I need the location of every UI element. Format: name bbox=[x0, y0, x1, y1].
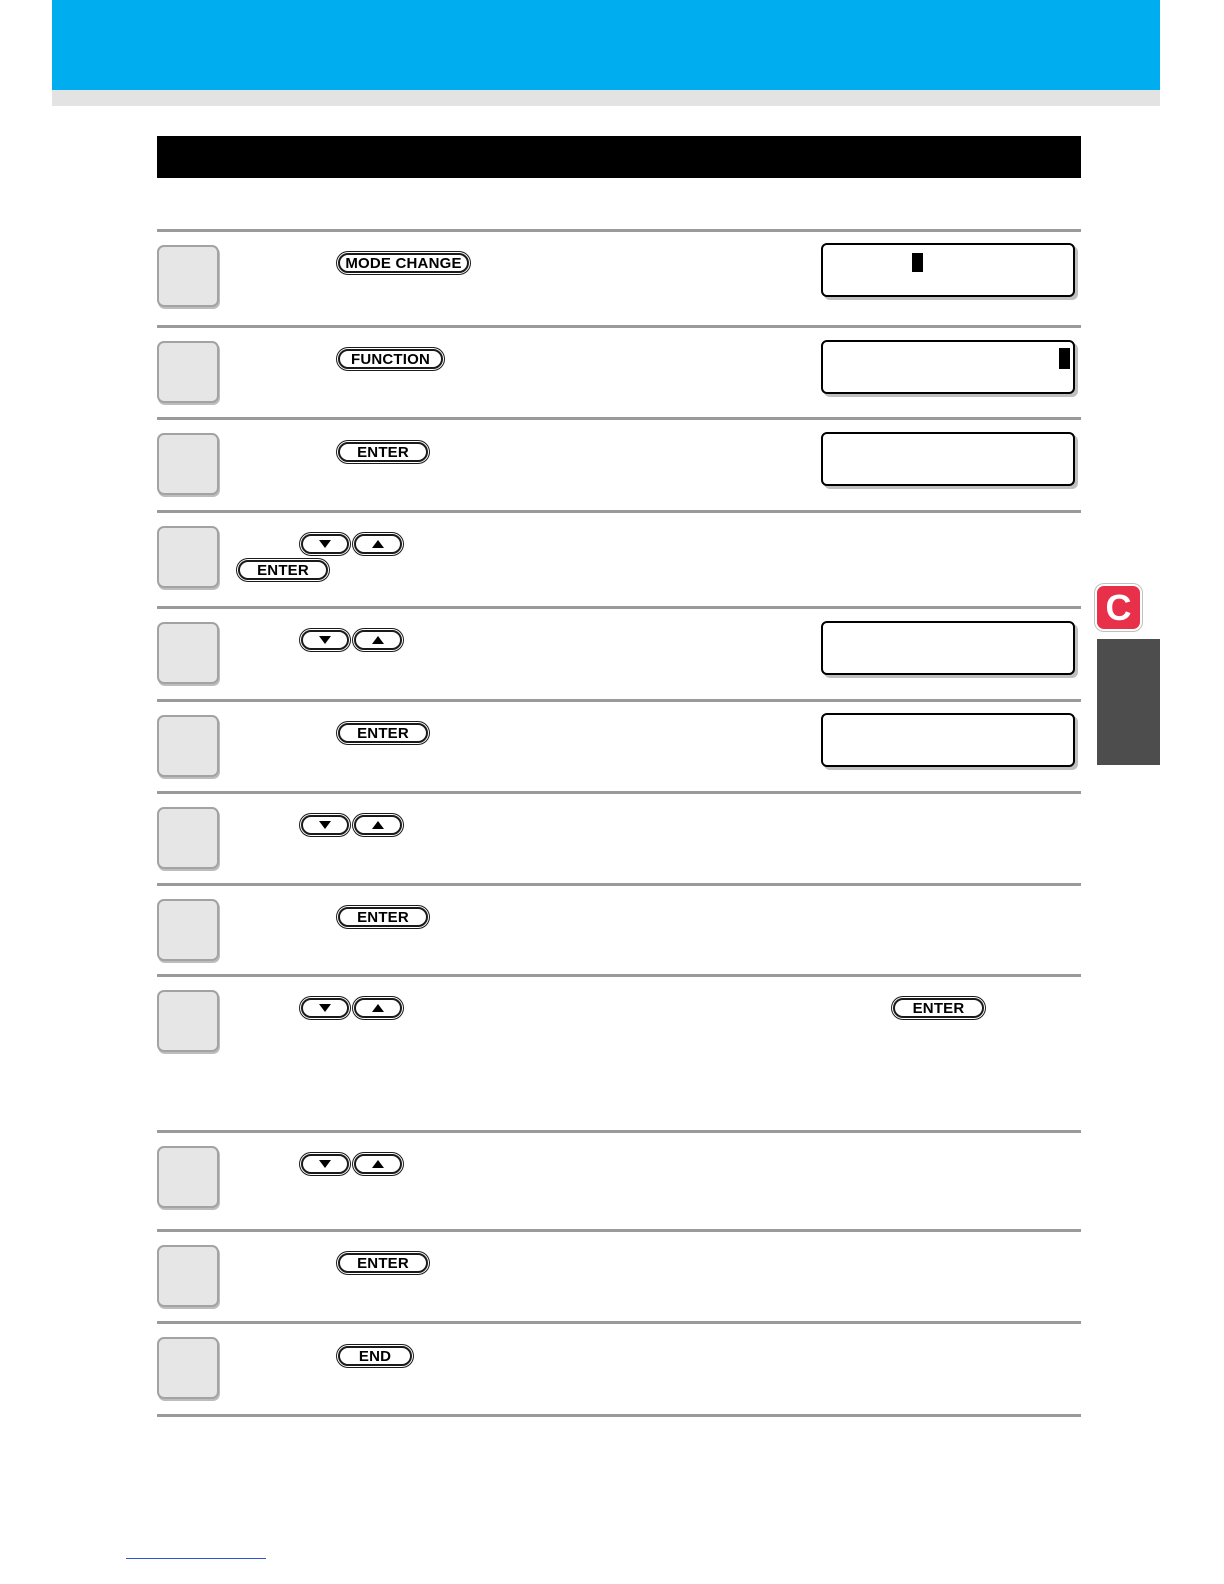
step-number-box-8 bbox=[157, 899, 219, 961]
down-arrow-icon bbox=[319, 636, 331, 644]
step-divider bbox=[157, 883, 1081, 886]
step-divider bbox=[157, 699, 1081, 702]
step-divider bbox=[157, 1229, 1081, 1232]
step-divider bbox=[157, 606, 1081, 609]
up-arrow-key[interactable] bbox=[354, 1154, 402, 1174]
step-divider bbox=[157, 1130, 1081, 1133]
up-arrow-key[interactable] bbox=[354, 534, 402, 554]
footer-link-underline bbox=[126, 1558, 266, 1559]
lcd-cursor bbox=[1059, 348, 1070, 369]
chapter-index-tab bbox=[1097, 639, 1160, 765]
step-number-box-5 bbox=[157, 622, 219, 684]
enter-key[interactable]: ENTER bbox=[338, 442, 428, 462]
step-number-box-4 bbox=[157, 526, 219, 588]
enter-key[interactable]: ENTER bbox=[338, 723, 428, 743]
step-divider bbox=[157, 1321, 1081, 1324]
down-arrow-key[interactable] bbox=[301, 998, 349, 1018]
up-arrow-icon bbox=[372, 1160, 384, 1168]
step-number-box-6 bbox=[157, 715, 219, 777]
lcd-display-1 bbox=[821, 243, 1075, 297]
lcd-cursor bbox=[912, 253, 923, 272]
down-arrow-icon bbox=[319, 540, 331, 548]
up-arrow-key[interactable] bbox=[354, 998, 402, 1018]
step-number-box-11 bbox=[157, 1245, 219, 1307]
mode-change-key[interactable]: MODE CHANGE bbox=[338, 253, 469, 273]
lcd-display-2 bbox=[821, 340, 1075, 394]
enter-key[interactable]: ENTER bbox=[893, 998, 984, 1018]
up-arrow-icon bbox=[372, 636, 384, 644]
up-arrow-icon bbox=[372, 1004, 384, 1012]
step-number-box-10 bbox=[157, 1146, 219, 1208]
end-key[interactable]: END bbox=[338, 1346, 412, 1366]
step-number-box-2 bbox=[157, 341, 219, 403]
step-divider bbox=[157, 229, 1081, 232]
down-arrow-icon bbox=[319, 1160, 331, 1168]
up-arrow-key[interactable] bbox=[354, 630, 402, 650]
section-title-bar bbox=[157, 136, 1081, 178]
step-number-box-1 bbox=[157, 245, 219, 307]
step-number-box-7 bbox=[157, 807, 219, 869]
up-arrow-icon bbox=[372, 540, 384, 548]
step-number-box-9 bbox=[157, 990, 219, 1052]
down-arrow-icon bbox=[319, 821, 331, 829]
step-divider bbox=[157, 791, 1081, 794]
up-arrow-key[interactable] bbox=[354, 815, 402, 835]
down-arrow-key[interactable] bbox=[301, 630, 349, 650]
lcd-display-5 bbox=[821, 621, 1075, 675]
down-arrow-key[interactable] bbox=[301, 815, 349, 835]
up-arrow-icon bbox=[372, 821, 384, 829]
enter-key[interactable]: ENTER bbox=[338, 1253, 428, 1273]
down-arrow-key[interactable] bbox=[301, 1154, 349, 1174]
step-divider bbox=[157, 510, 1081, 513]
step-divider bbox=[157, 1414, 1081, 1417]
down-arrow-icon bbox=[319, 1004, 331, 1012]
down-arrow-key[interactable] bbox=[301, 534, 349, 554]
step-divider bbox=[157, 417, 1081, 420]
lcd-display-3 bbox=[821, 432, 1075, 486]
lcd-display-6 bbox=[821, 713, 1075, 767]
enter-key[interactable]: ENTER bbox=[238, 560, 328, 580]
step-number-box-12 bbox=[157, 1337, 219, 1399]
step-divider bbox=[157, 974, 1081, 977]
enter-key[interactable]: ENTER bbox=[338, 907, 428, 927]
chapter-tab-c[interactable]: C bbox=[1097, 586, 1140, 629]
step-divider bbox=[157, 325, 1081, 328]
step-number-box-3 bbox=[157, 433, 219, 495]
header-band bbox=[52, 0, 1160, 90]
header-shadow bbox=[52, 90, 1160, 106]
function-key[interactable]: FUNCTION bbox=[338, 349, 443, 369]
